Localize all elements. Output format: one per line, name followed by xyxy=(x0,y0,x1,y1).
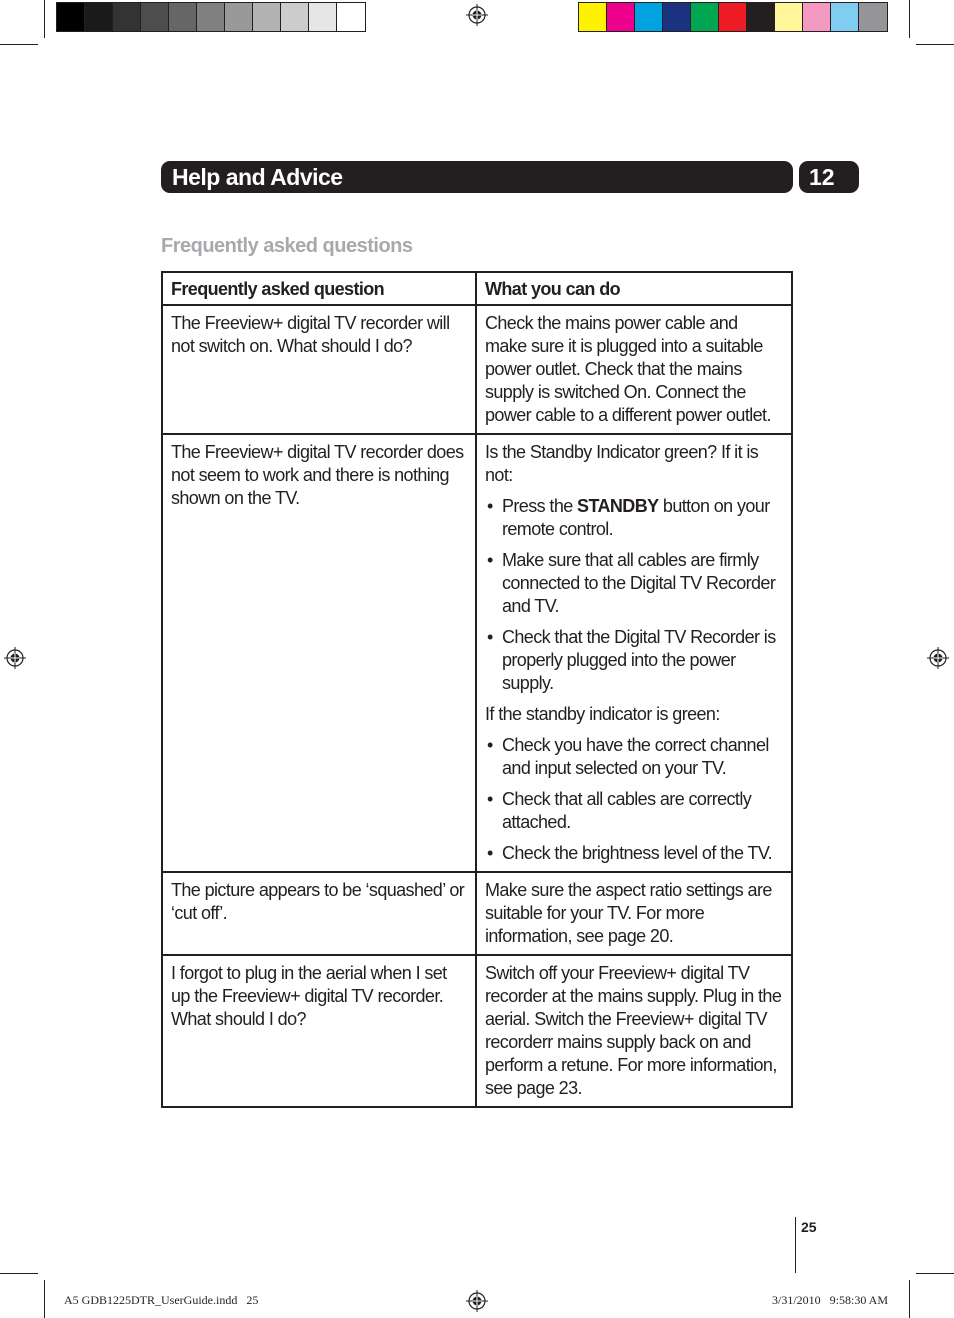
answer-intro: If the standby indicator is green: xyxy=(485,704,720,724)
color-swatch xyxy=(831,3,859,31)
question-cell xyxy=(162,955,476,1107)
color-swatch xyxy=(803,3,831,31)
chapter-number-badge xyxy=(799,161,859,193)
list-item: • Check the brightness level of the TV. xyxy=(485,842,783,865)
process-color-bar xyxy=(578,2,888,32)
crop-mark xyxy=(44,0,45,38)
color-swatch xyxy=(85,3,113,31)
column-header-answer: What you can do xyxy=(476,272,792,305)
list-item: • Check you have the correct channel and input selected on your TV. xyxy=(485,734,783,780)
table-row xyxy=(162,305,792,434)
page-title: Help and Advice xyxy=(172,164,343,190)
print-slug-filename: A5 GDB1225DTR_UserGuide.indd 25 xyxy=(64,1293,259,1307)
column-header-question: Frequently asked question xyxy=(162,272,476,305)
crop-mark xyxy=(44,1280,45,1318)
crop-mark xyxy=(909,0,910,38)
color-swatch xyxy=(197,3,225,31)
color-swatch xyxy=(225,3,253,31)
answer-intro: Is the Standby Indicator green? If it is not: xyxy=(485,442,759,485)
registration-mark-icon xyxy=(466,1290,488,1312)
grayscale-color-bar xyxy=(56,2,366,32)
answer-text: Switch off your Freeview+ digital TV recorder at the mains supply. Plug in the aerial. Switch the Freeview+ digital TV recorderr mains supply back on and perform a retune. For more information, see page 23. xyxy=(485,963,782,1098)
answer-text: Check the mains power cable and make sure it is plugged into a suitable power outlet. Check that the mains supply is switched On. Connect the power cable to a different power outlet. xyxy=(485,313,771,425)
section-header-bar xyxy=(161,161,793,193)
color-swatch xyxy=(579,3,607,31)
table-header-row xyxy=(162,272,792,305)
color-swatch xyxy=(859,3,887,31)
crop-mark xyxy=(0,44,38,45)
answer-cell xyxy=(476,305,792,434)
page-number: 25 xyxy=(801,1219,817,1235)
crop-mark xyxy=(916,44,954,45)
color-swatch xyxy=(607,3,635,31)
answer-cell xyxy=(476,872,792,955)
list-item: • Check that the Digital TV Recorder is properly plugged into the power supply. xyxy=(485,626,783,695)
color-swatch xyxy=(337,3,365,31)
answer-cell xyxy=(476,434,792,872)
registration-mark-icon xyxy=(927,647,949,669)
chapter-number: 12 xyxy=(809,164,835,190)
section-heading: Frequently asked questions xyxy=(161,235,413,257)
color-swatch xyxy=(141,3,169,31)
color-swatch xyxy=(747,3,775,31)
color-swatch xyxy=(113,3,141,31)
standby-keyword: STANDBY xyxy=(577,496,659,516)
table-row xyxy=(162,955,792,1107)
crop-mark xyxy=(0,1273,38,1274)
list-item-text: button on your remote control. xyxy=(502,496,770,539)
color-swatch xyxy=(691,3,719,31)
color-swatch xyxy=(719,3,747,31)
color-swatch xyxy=(281,3,309,31)
registration-mark-icon xyxy=(466,4,488,26)
list-item-text: Press the xyxy=(502,496,578,516)
list-item: • Make sure that all cables are firmly connected to the Digital TV Recorder and TV. xyxy=(485,549,783,618)
faq-table xyxy=(161,271,793,1108)
question-text: The picture appears to be ‘squashed’ or ‘cut off’. xyxy=(171,880,465,923)
page-number-divider xyxy=(795,1217,796,1273)
color-swatch xyxy=(253,3,281,31)
question-text: The Freeview+ digital TV recorder will not switch on. What should I do? xyxy=(171,313,450,356)
question-text: The Freeview+ digital TV recorder does not seem to work and there is nothing shown on the TV. xyxy=(171,442,464,508)
table-row xyxy=(162,434,792,872)
color-swatch xyxy=(775,3,803,31)
question-text: I forgot to plug in the aerial when I set up the Freeview+ digital TV recorder. What should I do? xyxy=(171,963,447,1029)
question-cell xyxy=(162,434,476,872)
color-swatch xyxy=(57,3,85,31)
answer-cell xyxy=(476,955,792,1107)
color-swatch xyxy=(663,3,691,31)
color-swatch xyxy=(309,3,337,31)
crop-mark xyxy=(916,1273,954,1274)
color-swatch xyxy=(169,3,197,31)
question-cell xyxy=(162,305,476,434)
registration-mark-icon xyxy=(4,647,26,669)
color-swatch xyxy=(635,3,663,31)
answer-text: Make sure the aspect ratio settings are suitable for your TV. For more information, see page 20. xyxy=(485,880,772,946)
crop-mark xyxy=(909,1280,910,1318)
list-item: • Check that all cables are correctly attached. xyxy=(485,788,783,834)
list-item xyxy=(485,495,783,541)
print-slug-timestamp: 3/31/2010 9:58:30 AM xyxy=(772,1293,889,1307)
table-row xyxy=(162,872,792,955)
question-cell xyxy=(162,872,476,955)
